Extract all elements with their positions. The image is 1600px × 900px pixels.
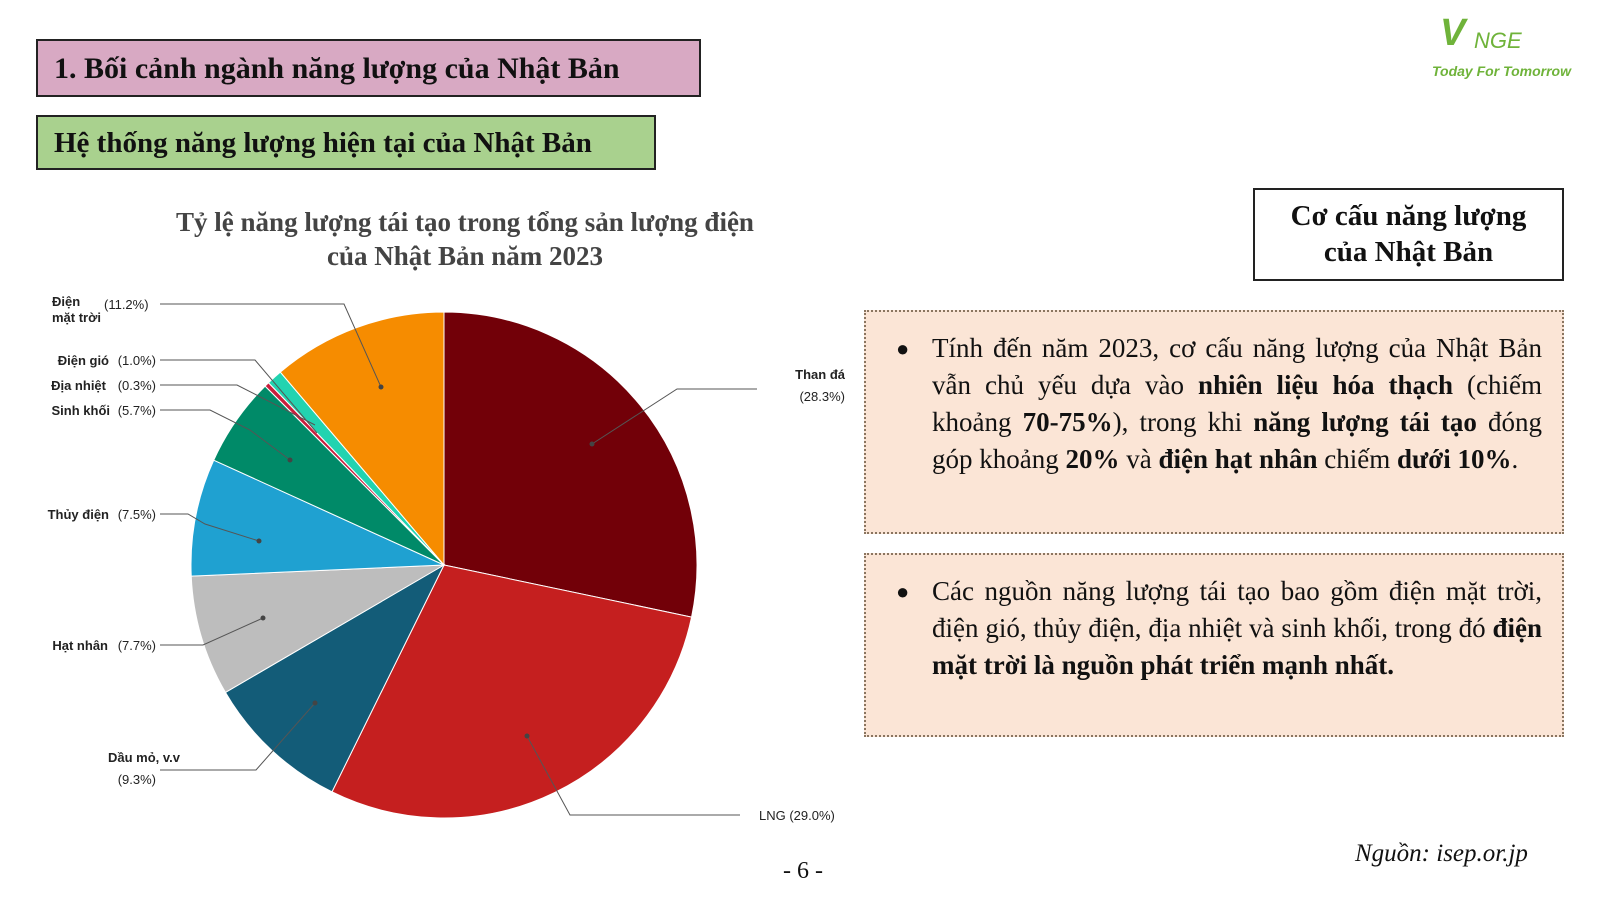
- pie-slice-0: [444, 312, 697, 617]
- label-solar-name-1: Điện: [52, 294, 81, 309]
- label-bio-pct: (5.7%): [117, 403, 156, 418]
- dot-coal: [590, 442, 595, 447]
- label-geo-pct: (0.3%): [117, 378, 156, 393]
- label-coal-pct: (28.3%): [799, 389, 845, 404]
- structure-line-1: Cơ cấu năng lượng: [1290, 200, 1527, 232]
- label-oil-name: Dầu mỏ, v.v: [107, 750, 180, 765]
- dot-nuclear: [261, 616, 266, 621]
- label-wind-name: Điện gió: [57, 353, 109, 368]
- note-renewables: [864, 553, 1564, 737]
- chart-title-line-2: của Nhật Bản năm 2023: [326, 241, 604, 271]
- vnge-logo: [1432, 8, 1590, 88]
- logo-mark: V: [1440, 12, 1464, 54]
- section-title: 1. Bối cảnh ngành năng lượng của Nhật Bản: [36, 39, 701, 97]
- dot-solar: [379, 385, 384, 390]
- bullet-icon: ●: [896, 336, 910, 361]
- label-geo-name: Địa nhiệt: [51, 378, 106, 393]
- dot-lng: [525, 734, 530, 739]
- sub-title: Hệ thống năng lượng hiện tại của Nhật Bản: [36, 115, 656, 170]
- page-number: - 6 -: [783, 858, 823, 884]
- chart-title-line-1: Tỷ lệ năng lượng tái tạo trong tổng sản lượng điện: [176, 207, 754, 237]
- pie-slices: [191, 312, 697, 818]
- source-citation: Nguồn: isep.or.jp: [1355, 840, 1528, 867]
- chart-title: [140, 205, 790, 273]
- label-wind-pct: (1.0%): [117, 353, 156, 368]
- structure-line-2: của Nhật Bản: [1323, 236, 1494, 268]
- dot-oil: [313, 701, 318, 706]
- label-nuclear-pct: (7.7%): [117, 638, 156, 653]
- label-nuclear-name: Hạt nhân: [52, 638, 108, 653]
- label-bio-name: Sinh khối: [51, 403, 110, 418]
- label-lng: LNG (29.0%): [759, 808, 835, 823]
- label-oil-pct: (9.3%): [117, 772, 156, 787]
- bullet-icon: ●: [896, 579, 910, 604]
- energy-structure-box: [1253, 188, 1564, 281]
- dot-hydro: [257, 539, 262, 544]
- label-coal-name: Than đá: [795, 367, 845, 382]
- dot-bio: [288, 458, 293, 463]
- label-hydro-name: Thủy điện: [47, 507, 109, 522]
- note2-text: Các nguồn năng lượng tái tạo bao gồm điện mặt trời, điện gió, thủy điện, địa nhiệt và sinh khối, trong đó điện mặt trời là nguồn phát triển mạnh nhất.: [932, 576, 1542, 680]
- pie-chart: [0, 280, 860, 840]
- label-solar-name-2: mặt trời: [52, 310, 101, 325]
- label-solar-pct: (11.2%): [104, 297, 149, 312]
- logo-tagline: Today For Tomorrow: [1432, 63, 1571, 79]
- note1-text: Tính đến năm 2023, cơ cấu năng lượng của Nhật Bản vẫn chủ yếu dựa vào nhiên liệu hóa thạch (chiếm khoảng 70-75%), trong khi năng lượng tái tạo đóng góp khoảng 20% và điện hạt nhân chiếm dưới 10%.: [932, 333, 1542, 474]
- note-fossil-fuel: [864, 310, 1564, 534]
- label-hydro-pct: (7.5%): [117, 507, 156, 522]
- logo-brand: NGE: [1474, 28, 1522, 53]
